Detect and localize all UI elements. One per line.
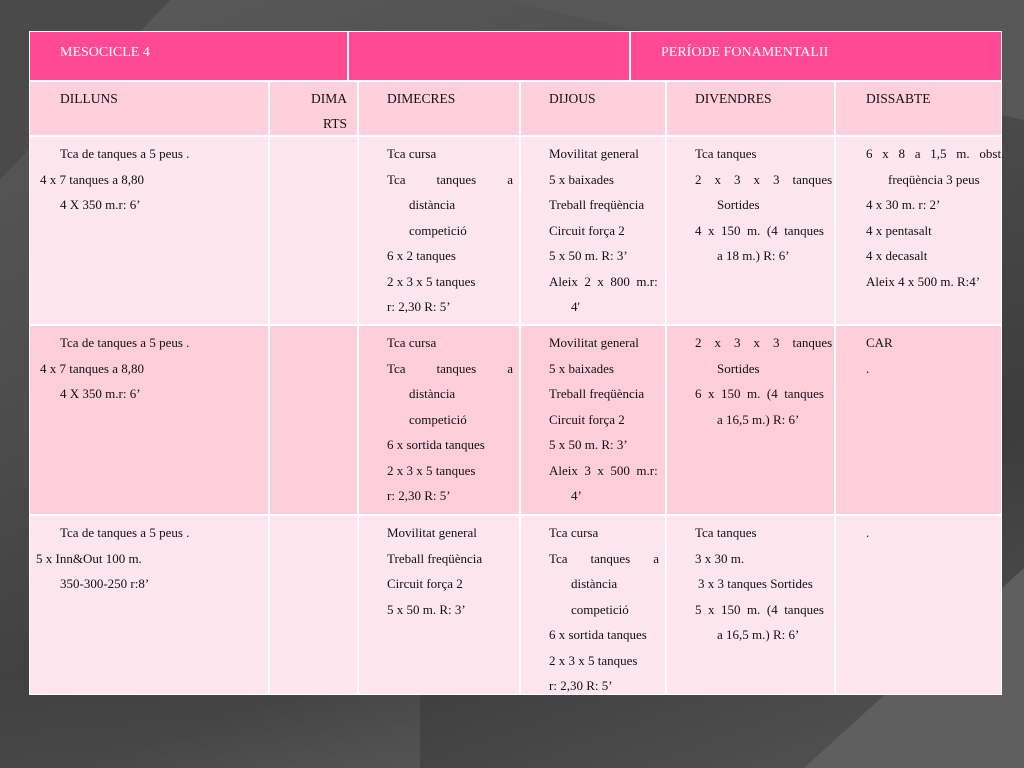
session-line: 4 X 350 m.r: 6’ [60,386,141,401]
day-label: DIVENDRES [695,91,772,106]
session-line: r: 2,30 R: 5’ [549,678,613,693]
day-header-saturday [835,81,1002,136]
week1-thursday-cell [520,136,666,325]
session-line: Aleix 4 x 500 m. R:4’ [866,273,981,289]
session-word: tanques [436,360,477,376]
session-word: Tca [387,171,406,187]
day-label: DISSABTE [866,91,931,106]
session-line: distància [409,386,456,401]
session-line: Tca cursa [387,335,437,350]
session-word: a [507,360,513,376]
session-line: Tca tanques [695,525,757,540]
session-line: 4' [571,299,580,314]
week2-monday-cell [29,325,269,515]
day-header-monday [29,81,269,136]
session-line [387,356,513,382]
week3-thursday-cell [520,515,666,695]
header-cell-mesocycle [29,31,348,81]
session-line: competició [409,222,467,238]
session-line: Tca de tanques a 5 peus . [60,525,190,540]
session-line: . [866,360,870,376]
session-line: 6 x 150 m. (4 tanques [695,386,824,401]
session-line: Aleix 3 x 500 m.r: [549,462,658,478]
session-line: Movilitat general [549,146,639,161]
session-line: 2 x 3 x 3 tanques [695,335,833,350]
header-cell-empty [348,31,630,81]
session-line: 3 x 3 tanques Sortides [698,576,813,591]
session-line: 4’ [571,488,582,503]
session-line: Treball freqüència [549,197,645,212]
session-line: competició [571,601,629,617]
session-line: Aleix 2 x 800 m.r: [549,273,658,289]
week3-wednesday-cell [358,515,520,695]
session-line: 4 x pentasalt [866,222,932,238]
session-line: Movilitat general [549,335,639,350]
session-line: 5 x Inn&Out 100 m. [36,550,142,566]
day-label: RTS [323,116,347,131]
week2-tuesday-cell [269,325,358,515]
day-label: DIJOUS [549,91,596,106]
session-line: 3 x 30 m. [695,550,745,566]
session-line: r: 2,30 R: 5’ [387,488,451,503]
session-line: 5 x baixades [549,360,614,376]
week1-saturday-cell [835,136,1005,325]
session-word: Tca [549,550,568,566]
session-line: 4 x decasalt [866,248,928,263]
session-line: 2 x 3 x 5 tanques [549,652,638,668]
session-line: 4 X 350 m.r: 6’ [60,197,141,212]
session-line: r: 2,30 R: 5’ [387,299,451,314]
session-line: 6 x 8 a 1,5 m. obst. [866,146,1005,161]
day-label: DIMA [311,91,347,106]
session-line: 5 x 50 m. R: 3’ [549,437,628,452]
week2-thursday-cell [520,325,666,515]
session-word: Tca [387,360,406,376]
week2-saturday-cell [835,325,1002,515]
training-schedule-table [29,31,1005,695]
session-line: Sortides [717,197,760,212]
day-label: DIMECRES [387,91,456,106]
session-line [549,546,659,572]
session-line: Movilitat general [387,525,477,540]
session-line: Sortides [717,360,760,376]
session-line: 6 x sortida tanques [549,627,647,642]
session-word: a [507,171,513,187]
session-line: Circuit força 2 [549,411,625,427]
session-line: a 16,5 m.) R: 6’ [717,627,800,642]
session-line: 4 x 7 tanques a 8,80 [40,171,144,187]
session-line: 5 x baixades [549,171,614,187]
week2-wednesday-cell [358,325,520,515]
week3-monday-cell [29,515,269,695]
week1-tuesday-cell [269,136,358,325]
week3-saturday-cell [835,515,1002,695]
session-line: . [866,525,870,540]
session-line: 2 x 3 x 5 tanques [387,273,476,289]
header-cell-period [630,31,1002,81]
session-line: distància [409,197,456,212]
session-line: freqüència 3 peus [888,171,980,187]
session-line: 4 x 150 m. (4 tanques [695,222,824,238]
session-word: tanques [590,550,631,566]
session-line: Tca cursa [387,146,437,161]
session-word: a [653,550,659,566]
session-line: Tca de tanques a 5 peus . [60,146,190,161]
day-header-friday [666,81,835,136]
week3-tuesday-cell [269,515,358,695]
session-line: Treball freqüència [387,550,483,566]
session-line: Tca cursa [549,525,599,540]
session-line: 2 x 3 x 5 tanques [387,462,476,478]
header-period-label: PERÍODE FONAMENTALII [661,45,829,60]
day-header-wednesday [358,81,520,136]
session-line: CAR [866,335,893,350]
session-line: 2 x 3 x 3 tanques [695,171,833,187]
day-header-thursday [520,81,666,136]
session-line [387,167,513,193]
week1-monday-cell [29,136,269,325]
session-line: a 16,5 m.) R: 6’ [717,411,800,427]
session-line: 4 x 7 tanques a 8,80 [40,360,144,376]
session-line: 4 x 30 m. r: 2’ [866,197,941,212]
session-line: Circuit força 2 [387,576,463,591]
session-line: 5 x 50 m. R: 3’ [387,601,466,617]
session-line: 6 x sortida tanques [387,437,485,452]
week1-friday-cell [666,136,835,325]
session-line: Treball freqüència [549,386,645,401]
session-word: tanques [436,171,477,187]
session-line: 6 x 2 tanques [387,248,456,263]
session-line: 350-300-250 r:8’ [60,576,150,591]
session-line: Tca tanques [695,146,757,161]
session-line: Circuit força 2 [549,222,625,238]
week1-wednesday-cell [358,136,520,325]
week3-friday-cell [666,515,835,695]
header-mesocycle-label: MESOCICLE 4 [60,45,150,60]
day-header-tuesday [269,81,358,136]
session-line: 5 x 50 m. R: 3’ [549,248,628,263]
session-line: distància [571,576,618,591]
session-line: 5 x 150 m. (4 tanques [695,601,824,617]
week2-friday-cell [666,325,835,515]
day-label: DILLUNS [60,91,118,106]
session-line: Tca de tanques a 5 peus . [60,335,190,350]
session-line: a 18 m.) R: 6’ [717,248,790,263]
session-line: competició [409,411,467,427]
